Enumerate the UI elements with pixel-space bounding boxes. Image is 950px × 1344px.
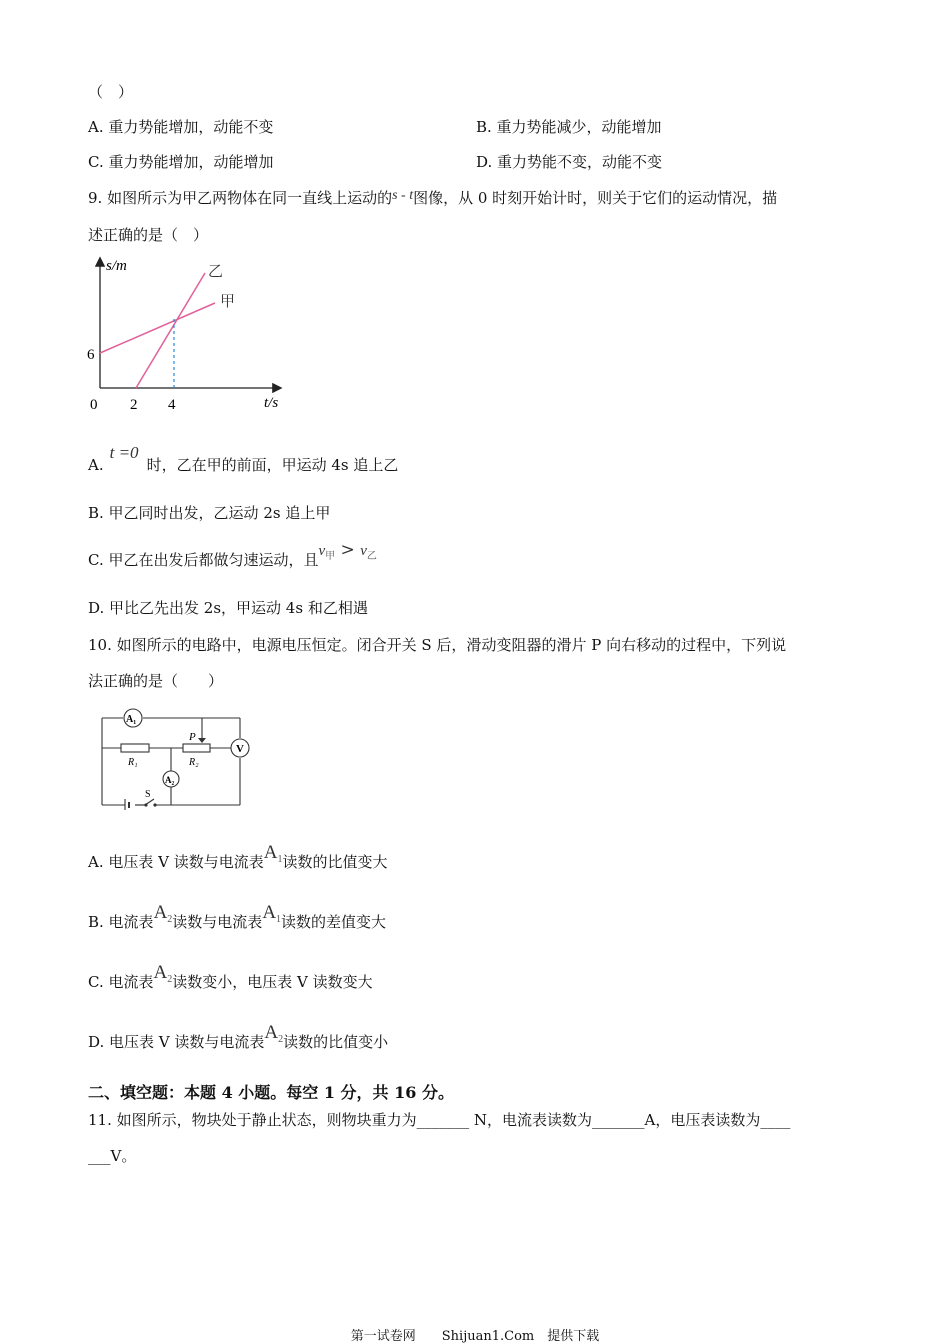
q10-option-d (88, 1022, 389, 1055)
q10-option-c-post: 读数变小，电压表 V 读数变大 (172, 973, 373, 991)
q8-option-b: B. 重力势能减少，动能增加 (476, 118, 662, 136)
q9-option-c-v2: v (360, 543, 367, 559)
q9-st-graph (84, 255, 294, 415)
q10-label-r2: R₂ (189, 757, 199, 768)
q9-y-tick-6: 6 (87, 347, 95, 363)
q8-option-c: C. 重力势能增加，动能增加 (88, 153, 274, 171)
q9-option-a-prefix: A. (88, 456, 104, 474)
q9-option-a-math: t =0 (109, 443, 139, 462)
q10-label-a2: A₂ (165, 775, 175, 785)
q11-line2: ___V。 (88, 1147, 137, 1165)
q10-label-p: P (189, 731, 196, 743)
q10-option-b-post: 读数的差值变大 (281, 913, 387, 931)
q10-option-d-pre: D. 电压表 V 读数与电流表 (88, 1033, 265, 1051)
q10-option-b-symbol2: $A_1$ (262, 902, 282, 925)
q9-option-d: D. 甲比乙先出发 2s，甲运动 4s 和乙相遇 (88, 599, 368, 617)
q9-label-yi: 乙 (208, 264, 224, 280)
q9-stem-var: s - t (392, 188, 414, 203)
q9-label-jia: 甲 (220, 294, 236, 310)
q10-option-d-symbol: $A_2$ (264, 1022, 284, 1045)
page-footer: 第一试卷网 Shijuan1.Com 提供下载 (350, 1329, 600, 1344)
q9-x-tick-2: 2 (130, 397, 138, 413)
q10-option-d-post: 读数的比值变小 (283, 1033, 389, 1051)
q8-tail: （ ） (88, 83, 134, 101)
q10-option-b-pre: B. 电流表 (88, 913, 154, 931)
q9-option-c-v1: v (318, 543, 326, 559)
q10-option-c-pre: C. 电流表 (88, 973, 154, 991)
q9-stem-post: 图像，从 0 时刻开始计时，则关于它们的运动情况，描 (413, 189, 778, 207)
q9-origin: 0 (90, 397, 98, 413)
q9-option-c (88, 540, 377, 577)
q9-line-jia (100, 303, 215, 353)
q9-x-tick-4: 4 (168, 397, 176, 413)
q9-x-label: t/s (264, 395, 279, 411)
q8-option-d: D. 重力势能不变，动能不变 (476, 153, 663, 171)
q10-label-v: V (236, 743, 244, 755)
q10-resistor-r1 (121, 744, 149, 752)
q9-line-yi (136, 273, 205, 388)
q11-line1: 11. 如图所示，物块处于静止状态，则物块重力为_______ N，电流表读数为_______A，电压表读数为____ (88, 1111, 791, 1129)
q9-stem-pre: 9. 如图所示为甲乙两物体在同一直线上运动的 (88, 189, 393, 207)
q9-option-c-s1: 甲 (325, 551, 336, 562)
q9-option-a-text: 时，乙在甲的前面，甲运动 4s 追上乙 (146, 456, 399, 474)
q9-option-a (88, 443, 399, 475)
q10-option-b-symbol1: $A_2$ (153, 902, 173, 925)
q8-option-a: A. 重力势能增加，动能不变 (88, 118, 274, 136)
q10-option-b-mid: 读数与电流表 (172, 913, 263, 931)
q9-y-label: s/m (106, 258, 127, 274)
q10-label-a1: A₁ (126, 714, 137, 725)
q10-circuit-diagram (97, 705, 257, 810)
q9-stem (88, 188, 777, 210)
section2-heading: 二、填空题：本题 4 小题。每空 1 分，共 16 分。 (88, 1083, 454, 1102)
q9-stem-line2: 述正确的是（ ） (88, 226, 209, 244)
q10-option-a (88, 842, 388, 875)
q9-option-c-s2: 乙 (366, 551, 377, 562)
q9-option-c-gt: > (335, 540, 361, 560)
q9-option-c-text: C. 甲乙在出发后都做匀速运动，且 (88, 551, 319, 569)
q9-option-c-ineq (318, 540, 377, 562)
q10-option-b (88, 902, 387, 935)
q10-option-a-symbol: $A_1$ (263, 842, 283, 865)
q10-option-c-symbol: $A_2$ (153, 962, 173, 985)
q10-stem-line1: 10. 如图所示的电路中，电源电压恒定。闭合开关 S 后，滑动变阻器的滑片 P 向右移动的过程中，下列说 (88, 636, 787, 654)
q10-label-s: S (145, 789, 151, 800)
q10-stem-line2: 法正确的是（ ） (88, 672, 224, 690)
q10-option-a-pre: A. 电压表 V 读数与电流表 (88, 853, 264, 871)
q10-option-c (88, 962, 373, 995)
q10-label-r1: R₁ (128, 757, 138, 768)
q10-resistor-r2 (183, 744, 210, 752)
q9-option-b: B. 甲乙同时出发，乙运动 2s 追上甲 (88, 504, 331, 522)
q10-option-a-post: 读数的比值变大 (282, 853, 388, 871)
